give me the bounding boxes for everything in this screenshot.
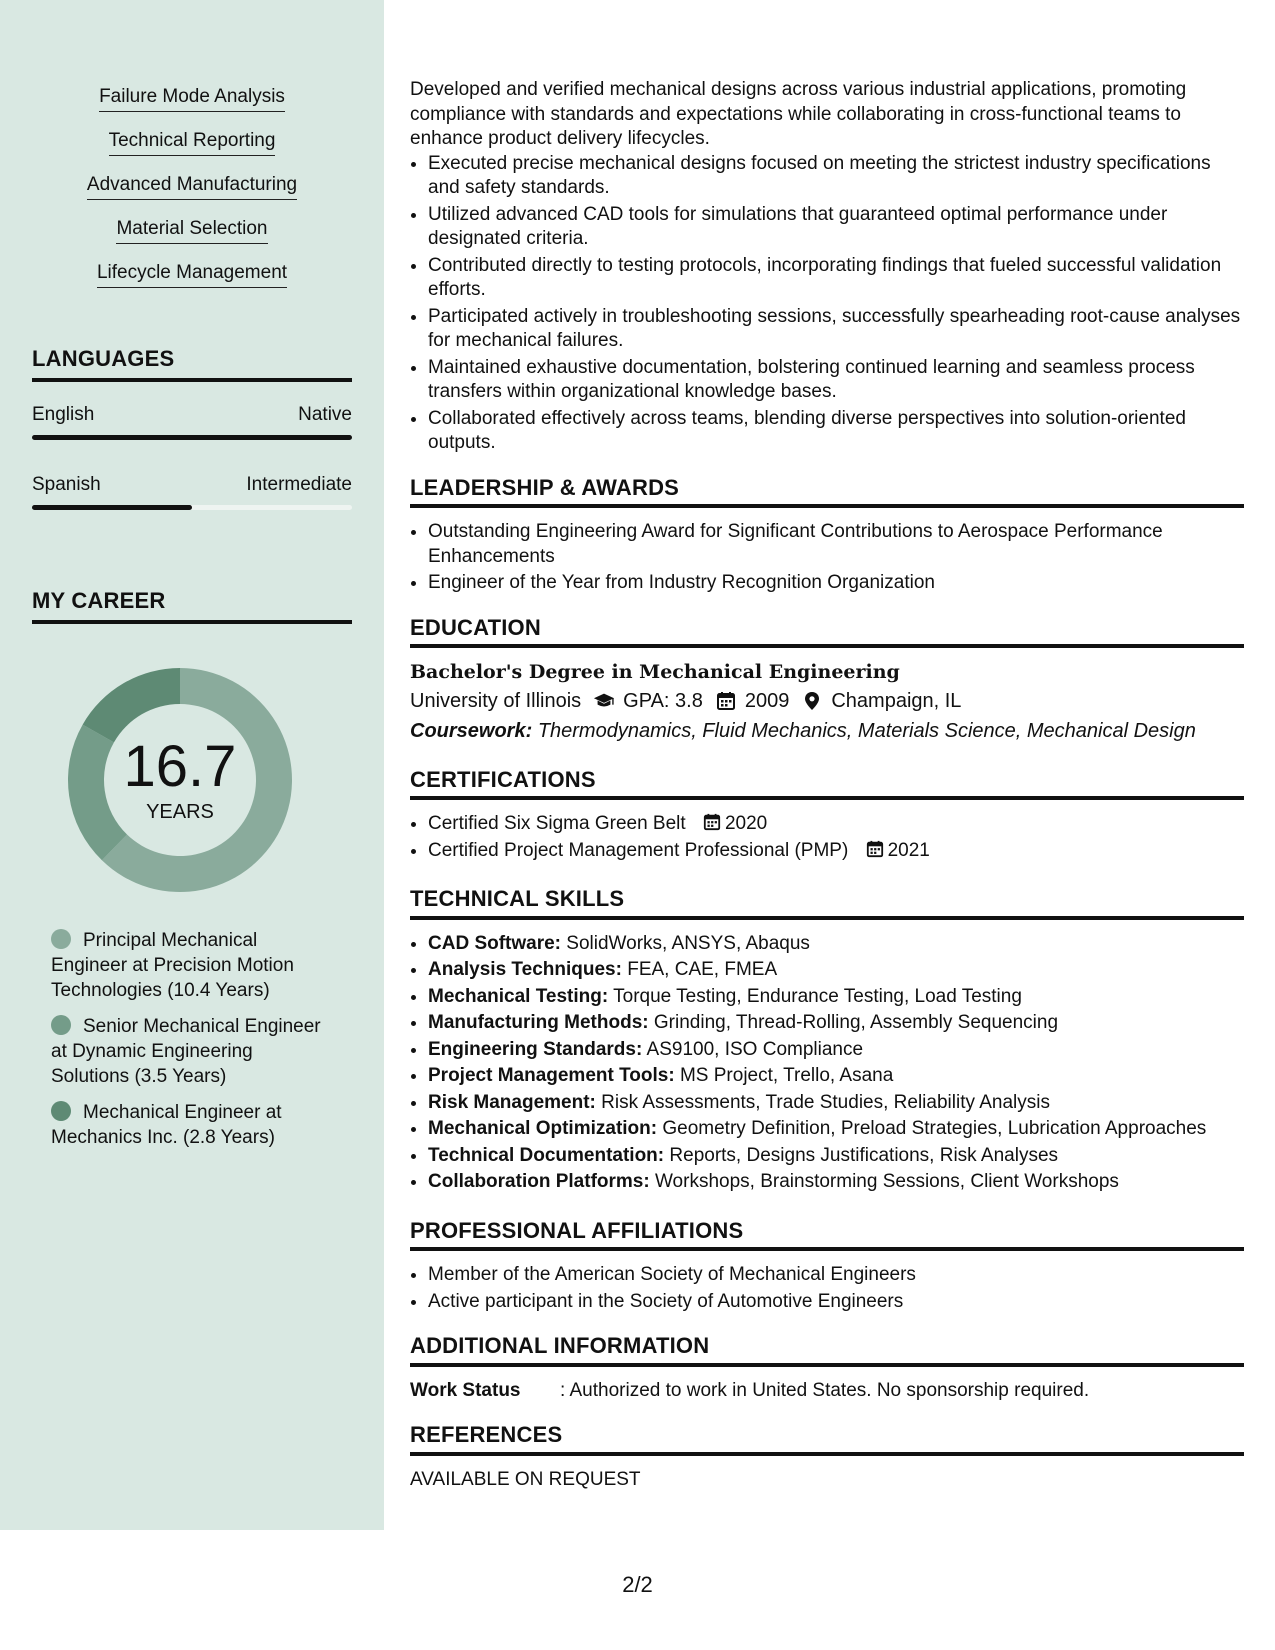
career-total <box>62 662 298 898</box>
career-dot <box>51 1015 71 1035</box>
list-item: • Contributed directly to testing protocols, incorporating findings that fueled successful validation efforts. <box>428 254 1244 303</box>
list-item: • Member of the American Society of Mechanical Engineers <box>428 1263 1244 1288</box>
affiliations-list <box>410 1263 1244 1314</box>
skill-value: AS9100, ISO Compliance <box>646 1038 864 1060</box>
education-details <box>410 689 1244 714</box>
skill-item: Failure Mode Analysis <box>99 86 285 112</box>
references-text: AVAILABLE ON REQUEST <box>410 1468 641 1490</box>
skill-label: Analysis Techniques: <box>428 959 622 980</box>
additional-info-heading: ADDITIONAL INFORMATION <box>410 1334 1244 1367</box>
skill-label: Collaboration Platforms: <box>428 1171 650 1192</box>
list-item <box>428 958 1244 983</box>
education-degree: Bachelor's Degree in Mechanical Engineering <box>410 661 900 683</box>
skill-value: MS Project, Trello, Asana <box>679 1065 894 1086</box>
coursework-text: Thermodynamics, Fluid Mechanics, Materials Science, Mechanical Design <box>537 720 1196 742</box>
list-item <box>428 932 1244 957</box>
skill-label: Manufacturing Methods: <box>428 1012 649 1033</box>
career-item <box>51 1014 331 1089</box>
list-item: • Participated actively in troubleshooting sessions, successfully spearheading root-cause analyses for mechanical failures. <box>428 305 1244 354</box>
language-row-spanish <box>32 474 352 496</box>
references-heading: REFERENCES <box>410 1423 1244 1456</box>
calendar-icon <box>703 813 721 831</box>
skill-value: Geometry Definition, Preload Strategies, Lubrication Approaches <box>662 1118 1207 1139</box>
list-item: • Engineer of the Year from Industry Recognition Organization <box>428 571 1244 596</box>
graduation-cap-icon <box>593 691 615 711</box>
leadership-heading: LEADERSHIP & AWARDS <box>410 476 1244 509</box>
language-bar-english <box>32 435 352 440</box>
skill-label: CAD Software: <box>428 932 562 954</box>
language-bar-spanish <box>32 505 352 510</box>
career-item <box>51 1100 331 1150</box>
skill-value: FEA, CAE, FMEA <box>627 959 778 980</box>
list-item: • Utilized advanced CAD tools for simulations that guaranteed optimal performance under designated criteria. <box>428 203 1244 252</box>
education-location: Champaign, IL <box>831 689 962 712</box>
education-school: University of Illinois <box>410 689 582 712</box>
list-item <box>428 1038 1244 1063</box>
skill-label: Engineering Standards: <box>428 1038 643 1060</box>
list-item <box>428 1064 1244 1089</box>
map-pin-icon <box>801 691 823 711</box>
list-item <box>428 1170 1244 1195</box>
skill-label: Mechanical Optimization: <box>428 1118 658 1139</box>
list-item <box>428 812 1244 837</box>
skill-value: Grinding, Thread-Rolling, Assembly Sequencing <box>653 1012 1059 1033</box>
skill-value: Reports, Designs Justifications, Risk Analyses <box>669 1144 1059 1166</box>
languages-heading: LANGUAGES <box>32 346 352 382</box>
list-item <box>428 985 1244 1010</box>
experience-summary: Developed and verified mechanical designs across various industrial applications, promoting compliance with standards and expectations while collaborating in cross-functional teams to enhance product delivery lifecycles. <box>410 79 1187 149</box>
experience-bullets <box>410 152 1244 456</box>
list-item <box>428 1091 1244 1116</box>
language-row-english <box>32 404 352 426</box>
list-item: • Maintained exhaustive documentation, bolstering continued learning and seamless process transfers within organizational knowledge bases. <box>428 356 1244 405</box>
skill-item: Technical Reporting <box>109 130 276 156</box>
language-name: Spanish <box>32 474 101 495</box>
language-level: Native <box>298 404 352 425</box>
education-year: 2009 <box>744 689 790 712</box>
list-item: • Active participant in the Society of Automotive Engineers <box>428 1290 1244 1315</box>
career-legend <box>51 928 331 1161</box>
list-item: • Executed precise mechanical designs focused on meeting the strictest industry specifications and safety standards. <box>428 152 1244 201</box>
skill-item: Lifecycle Management <box>97 262 287 288</box>
skill-value: SolidWorks, ANSYS, Abaqus <box>566 932 810 954</box>
certifications-list <box>410 812 1244 863</box>
language-fill <box>32 505 192 510</box>
sidebar <box>0 0 384 1530</box>
cert-name: Certified Six Sigma Green Belt <box>428 813 686 834</box>
certifications-heading: CERTIFICATIONS <box>410 768 1244 801</box>
work-status-label: Work Status <box>410 1379 521 1401</box>
education-gpa: GPA: 3.8 <box>623 689 703 712</box>
list-item <box>428 1117 1244 1142</box>
career-total-unit: YEARS <box>146 800 214 823</box>
career-item <box>51 928 331 1003</box>
skill-label: Mechanical Testing: <box>428 985 609 1007</box>
page-number: 2/2 <box>622 1572 653 1597</box>
career-dot <box>51 1101 71 1121</box>
language-name: English <box>32 404 95 425</box>
career-item-text: Principal Mechanical Engineer at Precision Motion Technologies (10.4 Years) <box>51 930 294 1001</box>
skill-item: Material Selection <box>116 218 267 244</box>
calendar-icon <box>715 691 737 711</box>
list-item <box>428 1011 1244 1036</box>
work-status-row <box>410 1379 1244 1404</box>
skill-value: Risk Assessments, Trade Studies, Reliability Analysis <box>601 1091 1050 1113</box>
list-item: • Outstanding Engineering Award for Significant Contributions to Aerospace Performance Enhancements <box>428 520 1244 569</box>
career-dot <box>51 929 71 949</box>
technical-skills-list <box>410 932 1244 1195</box>
list-item <box>428 1144 1244 1169</box>
skills-list <box>0 86 384 306</box>
skill-label: Project Management Tools: <box>428 1065 675 1086</box>
skill-label: Risk Management: <box>428 1091 596 1113</box>
cert-year: 2020 <box>724 813 768 834</box>
career-heading: MY CAREER <box>32 588 352 624</box>
coursework-label: Coursework: <box>410 720 533 742</box>
list-item <box>428 839 1244 864</box>
cert-year: 2021 <box>887 839 930 861</box>
list-item: • Collaborated effectively across teams, blending diverse perspectives into solution-oriented outputs. <box>428 407 1244 456</box>
skill-value: Workshops, Brainstorming Sessions, Client Workshops <box>654 1171 1119 1192</box>
education-coursework <box>410 719 1244 744</box>
language-level: Intermediate <box>246 474 352 495</box>
skill-label: Technical Documentation: <box>428 1144 665 1166</box>
career-total-number: 16.7 <box>123 733 237 799</box>
career-item-text: Senior Mechanical Engineer at Dynamic Engineering Solutions (3.5 Years) <box>51 1016 321 1087</box>
career-item-text: Mechanical Engineer at Mechanics Inc. (2.8 Years) <box>51 1102 282 1148</box>
education-heading: EDUCATION <box>410 616 1244 649</box>
work-status-value: : Authorized to work in United States. No sponsorship required. <box>560 1379 1090 1401</box>
main-content <box>410 78 1244 1492</box>
language-fill <box>32 435 352 440</box>
affiliations-heading: PROFESSIONAL AFFILIATIONS <box>410 1219 1244 1252</box>
cert-name: Certified Project Management Professional (PMP) <box>428 839 849 861</box>
calendar-icon <box>866 840 884 858</box>
technical-skills-heading: TECHNICAL SKILLS <box>410 887 1244 920</box>
leadership-list <box>410 520 1244 596</box>
skill-value: Torque Testing, Endurance Testing, Load Testing <box>613 985 1022 1007</box>
skill-item: Advanced Manufacturing <box>87 174 297 200</box>
